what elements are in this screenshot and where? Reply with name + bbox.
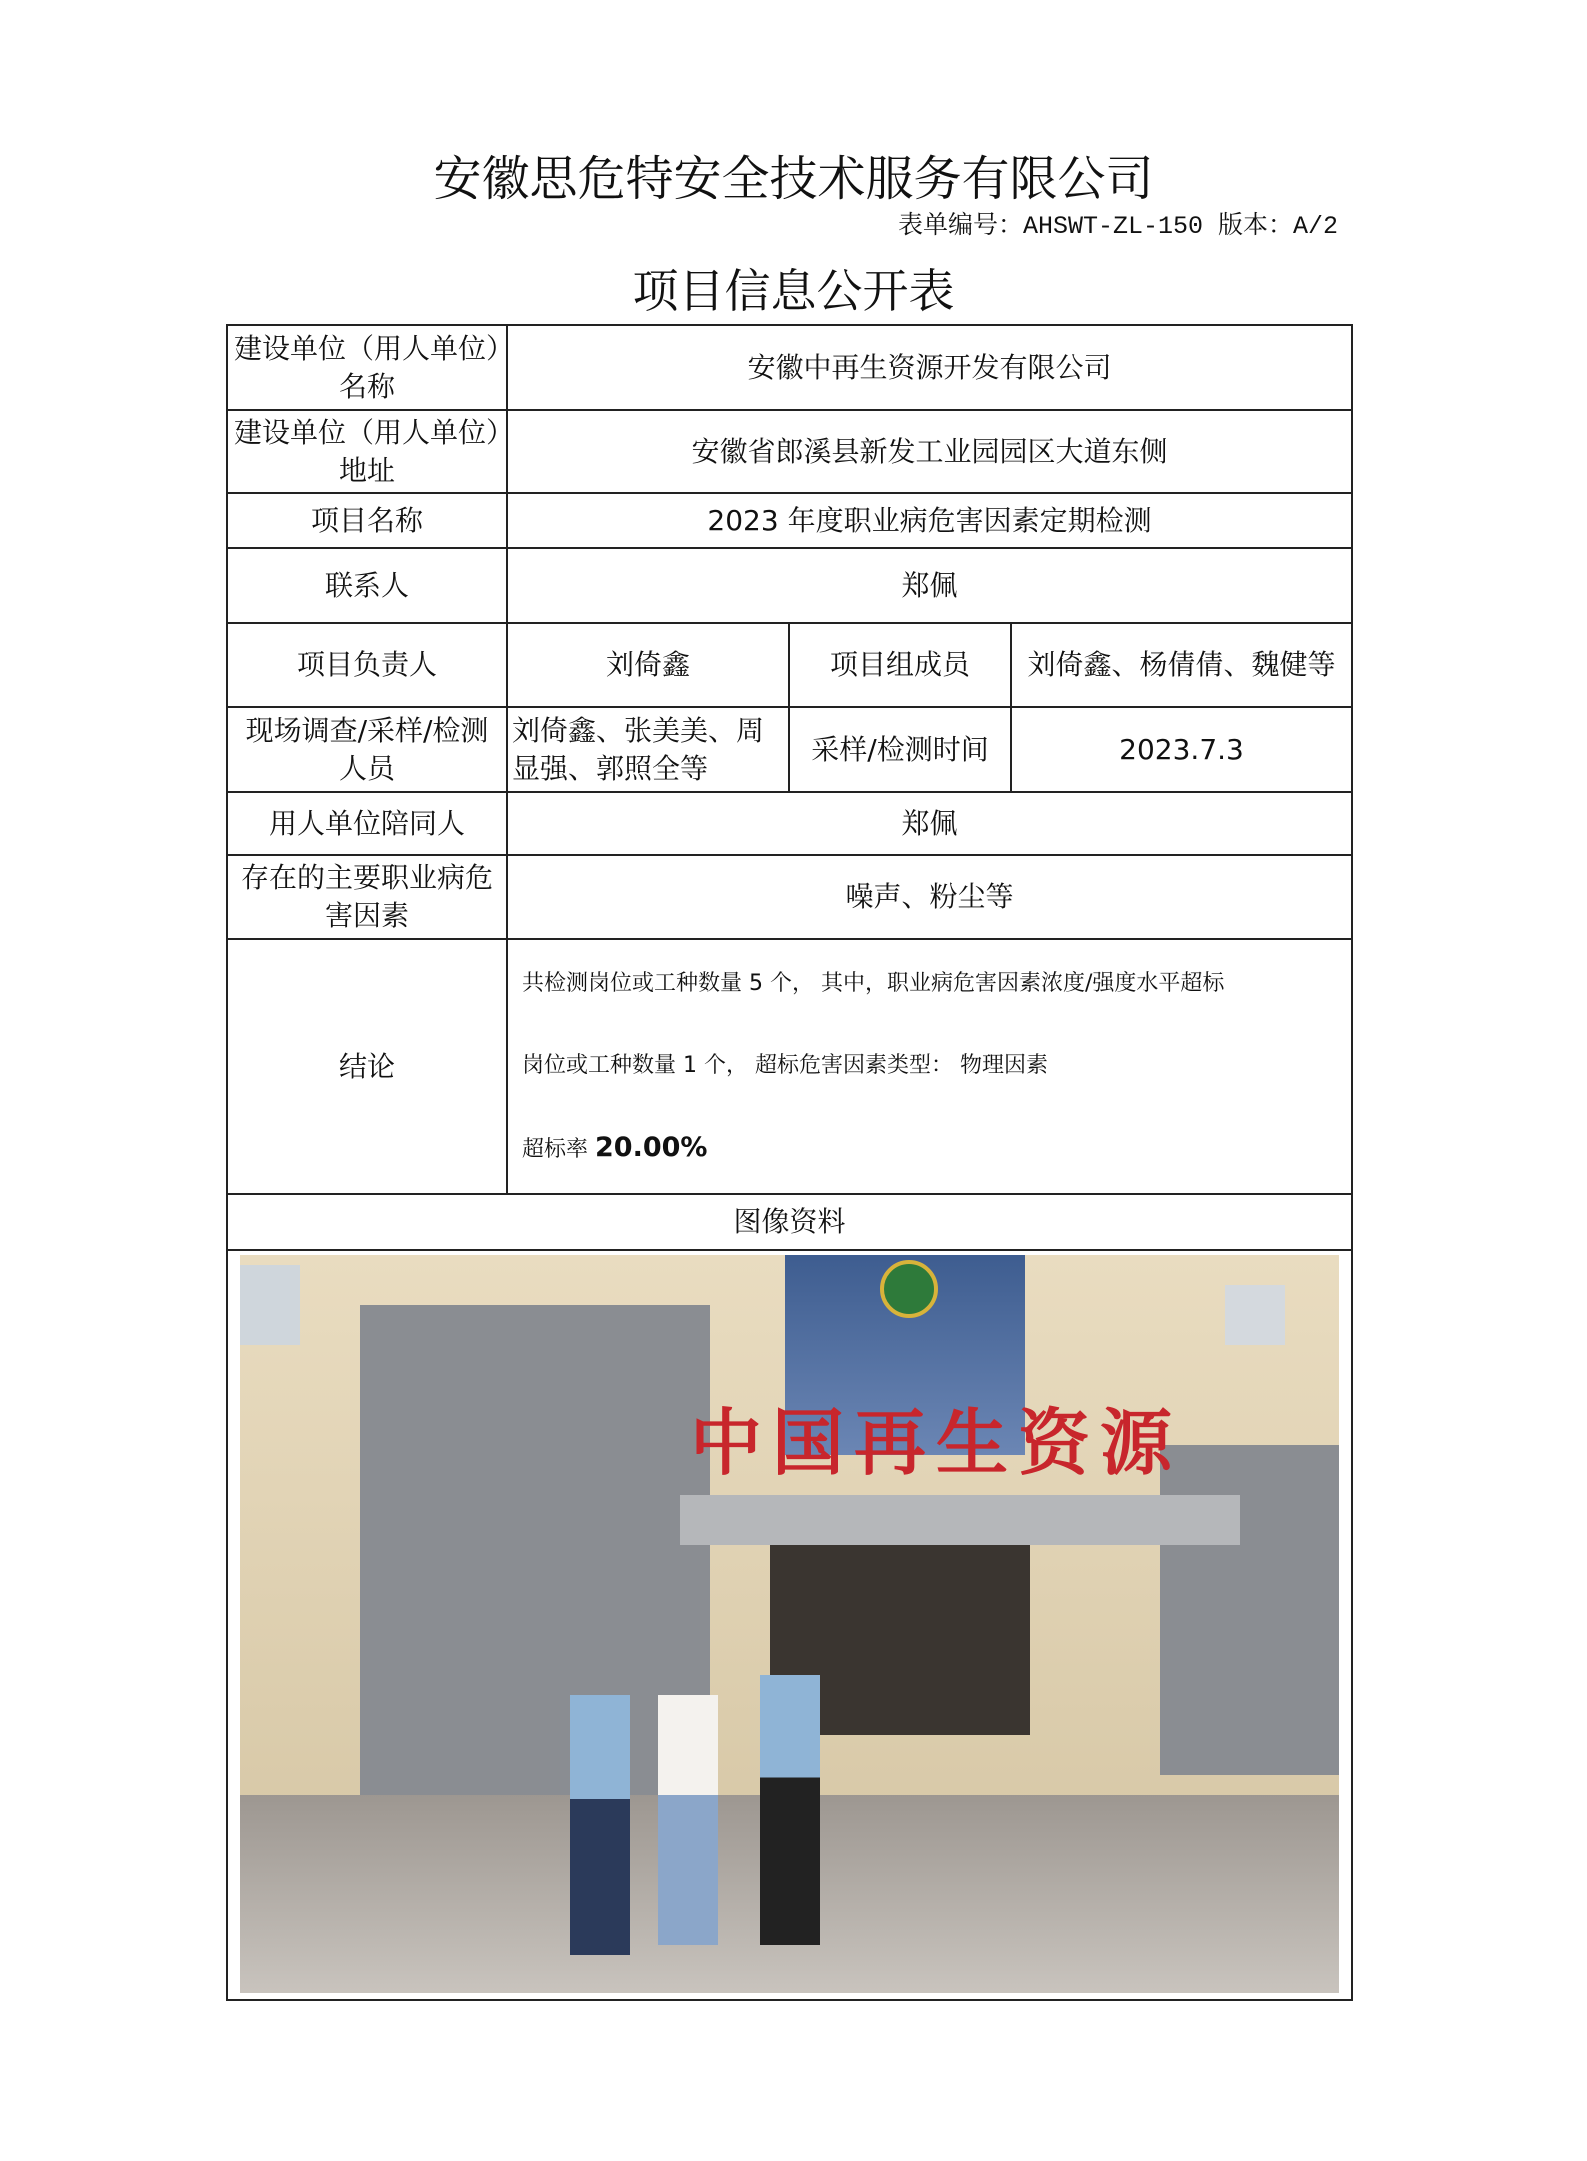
leader-label: 项目负责人 [227, 623, 507, 707]
site-photo [240, 1255, 1339, 1993]
project-info-table [226, 324, 1353, 2001]
unit-name-label: 建设单位（用人单位）名称 [227, 325, 507, 410]
project-name-label: 项目名称 [227, 493, 507, 548]
sampling-time: 2023.7.3 [1011, 707, 1352, 792]
leader: 刘倚鑫 [507, 623, 789, 707]
hazards: 噪声、粉尘等 [507, 855, 1352, 939]
images-label: 图像资料 [227, 1194, 1352, 1250]
staff: 刘倚鑫、张美美、周显强、郭照全等 [507, 707, 789, 792]
form-number: 表单编号：AHSWT-ZL-150 版本：A/2 [897, 212, 1338, 241]
conclusion-line-2: 岗位或工种数量 1 个， 超标危害因素类型： 物理因素 [522, 1052, 1048, 1078]
time-label: 采样/检测时间 [789, 707, 1011, 792]
hazards-label: 存在的主要职业病危害因素 [227, 855, 507, 939]
contact: 郑佩 [507, 548, 1352, 623]
escort: 郑佩 [507, 792, 1352, 855]
unit-address: 安徽省郎溪县新发工业园园区大道东侧 [507, 410, 1352, 493]
conclusion-line-1: 共检测岗位或工种数量 5 个， 其中，职业病危害因素浓度/强度水平超标 [522, 970, 1225, 996]
conclusion-label: 结论 [227, 939, 507, 1194]
members: 刘倚鑫、杨倩倩、魏健等 [1011, 623, 1352, 707]
company-name: 安徽思危特安全技术服务有限公司 [433, 151, 1154, 207]
unit-address-label: 建设单位（用人单位）地址 [227, 410, 507, 493]
document-title: 项目信息公开表 [632, 264, 955, 318]
contact-label: 联系人 [227, 548, 507, 623]
staff-label: 现场调查/采样/检测人员 [227, 707, 507, 792]
rate-label: 超标率 [522, 1136, 589, 1162]
project-name: 2023 年度职业病危害因素定期检测 [507, 493, 1352, 548]
unit-name: 安徽中再生资源开发有限公司 [507, 325, 1352, 410]
conclusion [507, 939, 1352, 1194]
exceed-rate: 20.00% [595, 1131, 708, 1163]
building-sign: 中国再生资源 [690, 1401, 1183, 1485]
members-label: 项目组成员 [789, 623, 1011, 707]
escort-label: 用人单位陪同人 [227, 792, 507, 855]
